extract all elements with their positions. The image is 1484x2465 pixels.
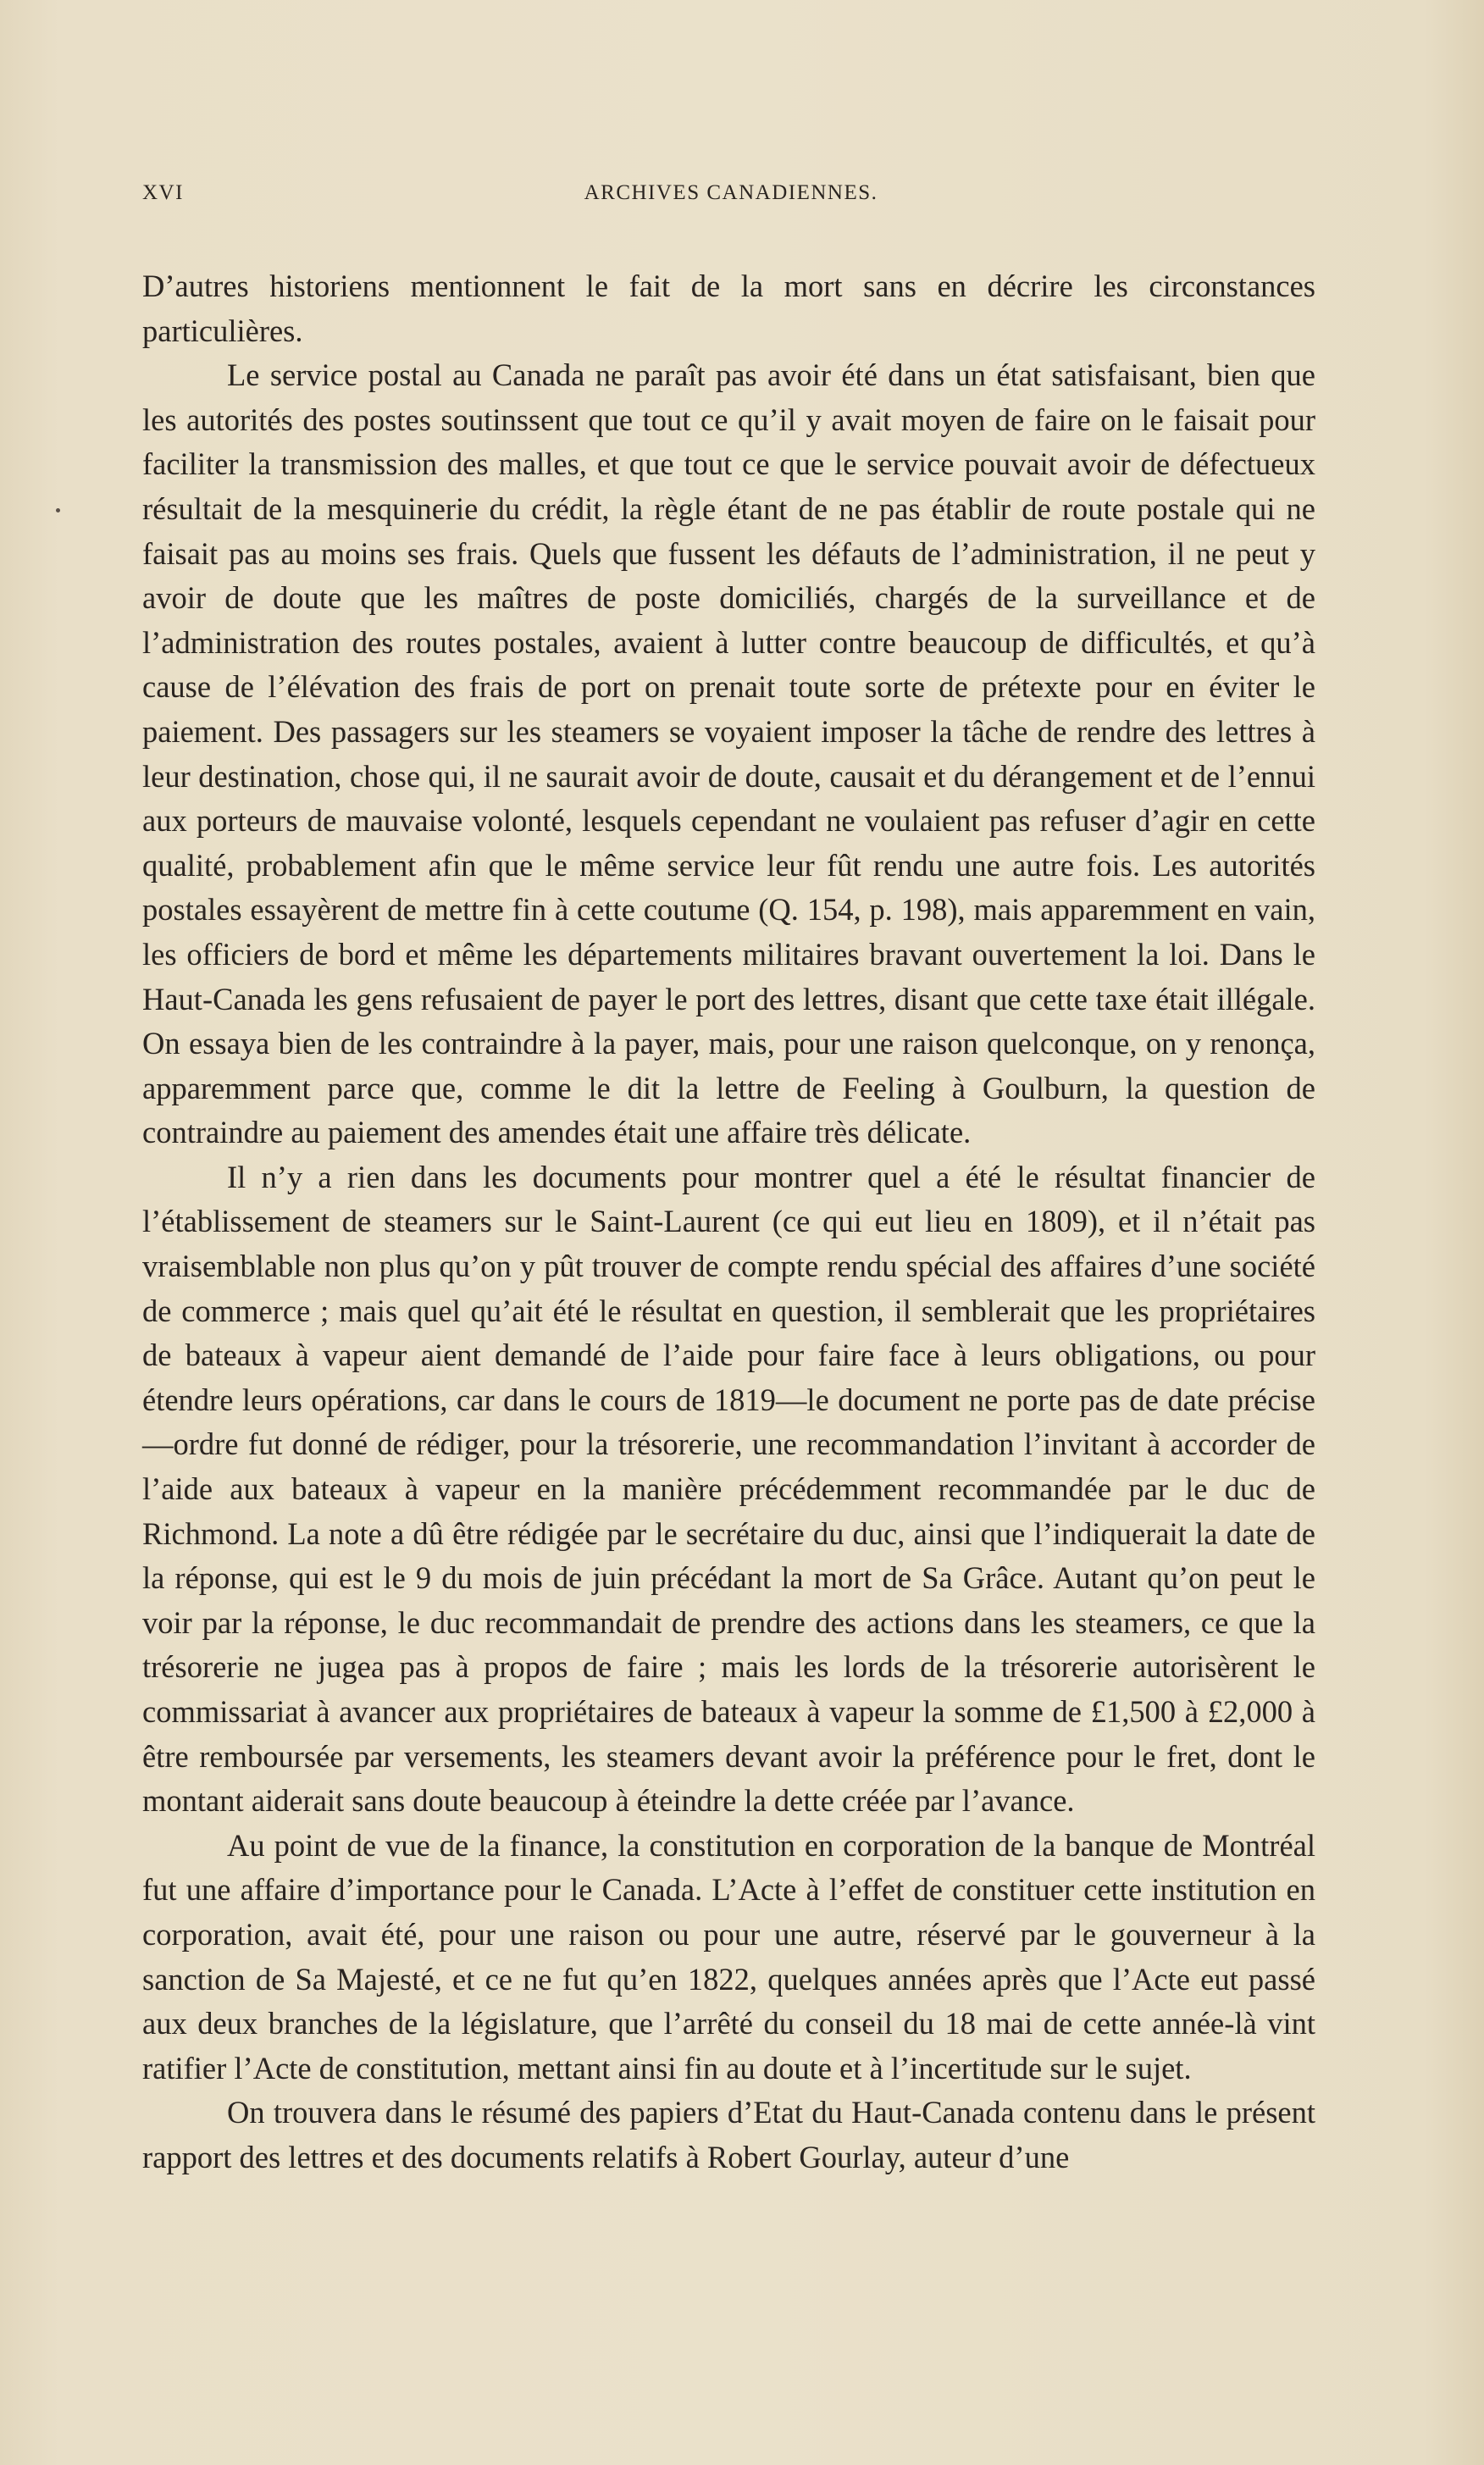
running-title: ARCHIVES CANADIENNES.: [584, 181, 878, 204]
page-header: [142, 181, 1320, 215]
paragraph-4: Au point de vue de la finance, la constitution en corporation de la banque de Montréal fut une affaire d’importance pour le Canada. L’Acte à l’effet de constituer cette institution en corporation, avait été, pour une raison ou pour une autre, réservé par le gouverneur à la sanction de Sa Majesté, et ce ne fut qu’en 1822, quelques années après que l’Acte eut passé aux deux branches de la législature, que l’arrêté du conseil du 18 mai de cette année-là vint ratifier l’Acte de constitution, mettant ainsi fin au doute et à l’incertitude sur le sujet.: [142, 1827, 1315, 2086]
page-number: XVI: [142, 181, 184, 204]
margin-mark: [56, 508, 60, 512]
paragraph-1: D’autres historiens mentionnent le fait de la mort sans en décrire les circonstances particulières.: [142, 269, 1315, 348]
paragraph-5: On trouvera dans le résumé des papiers d’Etat du Haut-Canada contenu dans le présent rapport des lettres et des documents relatifs à Robert Gourlay, auteur d’une: [142, 2095, 1315, 2174]
body-text: [142, 264, 1315, 2180]
paragraph-3: Il n’y a rien dans les documents pour montrer quel a été le résultat financier de l’établissement de steamers sur le Saint-Laurent (ce qui eut lieu en 1809), et il n’était pas vraisemblable non plus qu’on y pût trouver de compte rendu spécial des affaires d’une société de commerce ; mais quel qu’ait été le résultat en question, il semblerait que les propriétaires de bateaux à vapeur aient demandé de l’aide pour faire face à leurs obligations, ou pour étendre leurs opérations, car dans le cours de 1819—le document ne porte pas de date précise—ordre fut donné de rédiger, pour la trésorerie, une recommandation l’invitant à accorder de l’aide aux bateaux à vapeur en la manière précédemment recommandée par le duc de Richmond. La note a dû être rédigée par le secrétaire du duc, ainsi que l’indiquerait la date de la réponse, qui est le 9 du mois de juin précédant la mort de Sa Grâce. Autant qu’on peut le voir par la réponse, le duc recommandait de prendre des actions dans les steamers, ce que la trésorerie ne jugea pas à propos de faire ; mais les lords de la trésorerie autorisèrent le commissariat à avancer aux propriétaires de bateaux à vapeur la somme de £1,500 à £2,000 à être remboursée par versements, les steamers devant avoir la préférence pour le fret, dont le montant aiderait sans doute beaucoup à éteindre la dette créée par l’avance.: [142, 1159, 1315, 1819]
paragraph-2: Le service postal au Canada ne paraît pas avoir été dans un état satisfaisant, bien que les autorités des postes soutinssent que tout ce qu’il y avait moyen de faire on le faisait pour faciliter la transmission des malles, et que tout ce que le service pouvait avoir de défectueux résultait de la mesquinerie du crédit, la règle étant de ne pas établir de route postale qui ne faisait pas au moins ses frais. Quels que fussent les défauts de l’administration, il ne peut y avoir de doute que les maîtres de poste domiciliés, chargés de la surveillance et de l’administration des routes postales, avaient à lutter contre beaucoup de difficultés, et qu’à cause de l’élévation des frais de port on prenait toute sorte de prétexte pour en éviter le paiement. Des passagers sur les steamers se voyaient imposer la tâche de rendre des lettres à leur destination, chose qui, il ne saurait avoir de doute, causait et du dérangement et de l’ennui aux porteurs de mauvaise volonté, lesquels cependant ne voulaient pas refuser d’agir en cette qualité, probablement afin que le même service leur fût rendu une autre fois. Les autorités postales essayèrent de mettre fin à cette coutume (Q. 154, p. 198), mais apparemment en vain, les officiers de bord et même les départements militaires bravant ouvertement la loi. Dans le Haut-Canada les gens refusaient de payer le port des lettres, disant que cette taxe était illégale. On essaya bien de les contraindre à la payer, mais, pour une raison quelconque, on y renonça, apparemment parce que, comme le dit la lettre de Feeling à Goulburn, la question de contraindre au paiement des amendes était une affaire très délicate.: [142, 357, 1315, 1150]
